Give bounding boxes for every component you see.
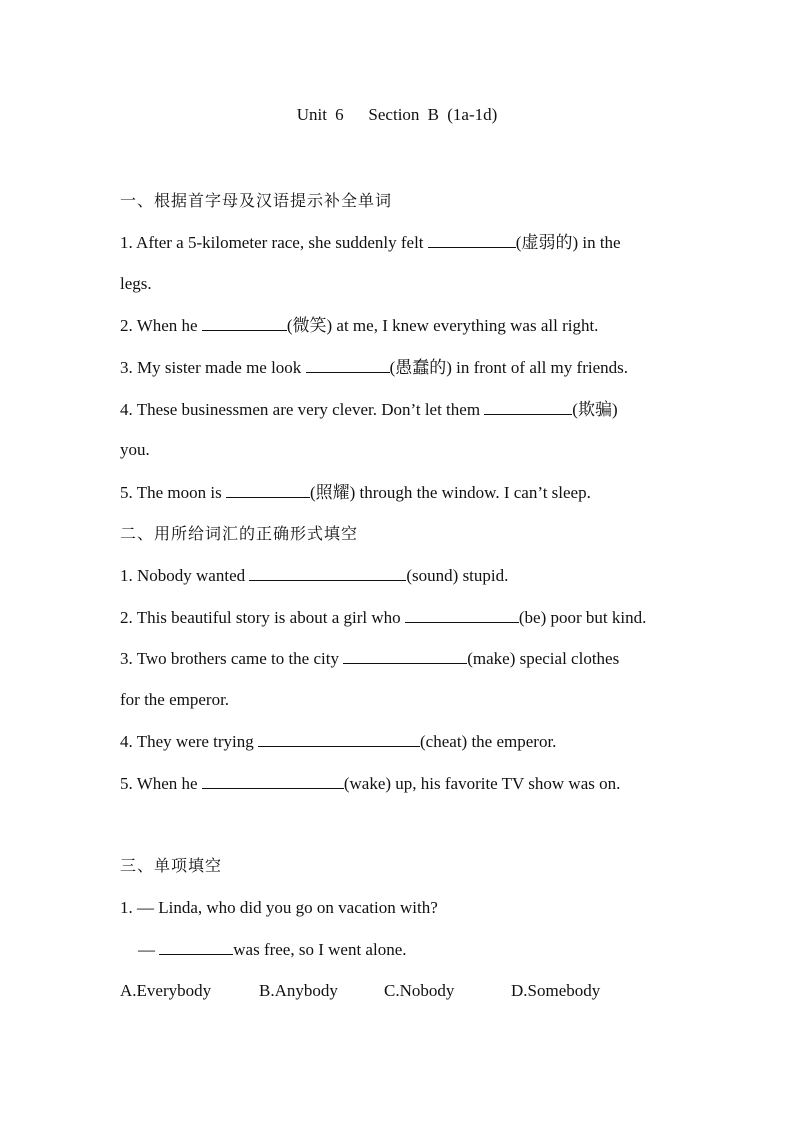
option-c[interactable]: C.Nobody xyxy=(384,981,455,1000)
s1-q4-text: 4. These businessmen are very clever. Don’t let them xyxy=(120,400,485,419)
s2-question-1 xyxy=(120,563,508,588)
s2-q2-hint: (be) poor but kind. xyxy=(518,608,647,627)
s1-q1-continuation: legs. xyxy=(120,274,152,293)
s2-q3-blank[interactable] xyxy=(343,646,467,664)
s2-q4-text: 4. They were trying xyxy=(120,732,259,751)
s1-q4-blank[interactable] xyxy=(484,397,572,415)
s2-question-4 xyxy=(120,729,556,754)
s2-q5-hint: (wake) up, his favorite TV show was on. xyxy=(343,774,621,793)
s3-q1-suffix: was free, so I went alone. xyxy=(233,940,407,959)
page-title: Unit 6 Section B (1a-1d) xyxy=(296,105,498,124)
s1-q1-blank[interactable] xyxy=(428,230,516,248)
s1-question-4 xyxy=(120,397,618,422)
section1-heading: 一、根据首字母及汉语提示补全单词 xyxy=(120,191,393,210)
s1-q5-text: 5. The moon is xyxy=(120,483,226,502)
s2-question-2 xyxy=(120,605,646,630)
s1-q2-hint: (微笑) at me, I knew everything was all right. xyxy=(286,316,599,335)
option-d[interactable]: D.Somebody xyxy=(511,981,601,1000)
s2-q3-text: 3. Two brothers came to the city xyxy=(120,649,344,668)
s3-q1-blank[interactable] xyxy=(159,937,233,955)
option-a[interactable]: A.Everybody xyxy=(120,981,212,1000)
s2-q1-hint: (sound) stupid. xyxy=(406,566,509,585)
s1-q1-hint: (虚弱的) in the xyxy=(515,233,621,252)
s1-q2-blank[interactable] xyxy=(202,313,287,331)
s3-q1-response xyxy=(138,937,407,962)
s1-q5-hint: (照耀) through the window. I can’t sleep. xyxy=(309,483,591,502)
s1-question-5 xyxy=(120,480,591,505)
s2-q1-text: 1. Nobody wanted xyxy=(120,566,250,585)
s2-q4-blank[interactable] xyxy=(258,729,420,747)
section3-heading: 三、单项填空 xyxy=(120,856,223,875)
s1-q4-continuation: you. xyxy=(120,440,150,459)
s2-q5-blank[interactable] xyxy=(202,771,344,789)
s1-question-2 xyxy=(120,313,598,338)
s2-q1-blank[interactable] xyxy=(249,563,406,581)
s2-q2-text: 2. This beautiful story is about a girl who xyxy=(120,608,405,627)
s1-q3-hint: (愚蠢的) in front of all my friends. xyxy=(389,358,628,377)
s1-q3-blank[interactable] xyxy=(306,355,390,373)
s1-q3-text: 3. My sister made me look xyxy=(120,358,306,377)
s1-q4-hint: (欺骗) xyxy=(572,400,618,419)
s2-q2-blank[interactable] xyxy=(405,605,519,623)
s2-question-5 xyxy=(120,771,620,796)
option-b[interactable]: B.Anybody xyxy=(259,981,338,1000)
s1-q2-text: 2. When he xyxy=(120,316,202,335)
s2-q3-continuation: for the emperor. xyxy=(120,690,230,709)
s1-q1-text: 1. After a 5-kilometer race, she suddenly felt xyxy=(120,233,428,252)
s1-question-3 xyxy=(120,355,628,380)
s2-question-3 xyxy=(120,646,619,671)
s3-question-1: 1. — Linda, who did you go on vacation with? xyxy=(120,898,438,917)
section2-heading: 二、用所给词汇的正确形式填空 xyxy=(120,524,359,543)
s2-q3-hint: (make) special clothes xyxy=(467,649,620,668)
s1-question-1 xyxy=(120,230,621,255)
s2-q4-hint: (cheat) the emperor. xyxy=(420,732,557,751)
s3-q1-dash: — xyxy=(138,940,160,959)
s2-q5-text: 5. When he xyxy=(120,774,202,793)
s1-q5-blank[interactable] xyxy=(226,480,310,498)
